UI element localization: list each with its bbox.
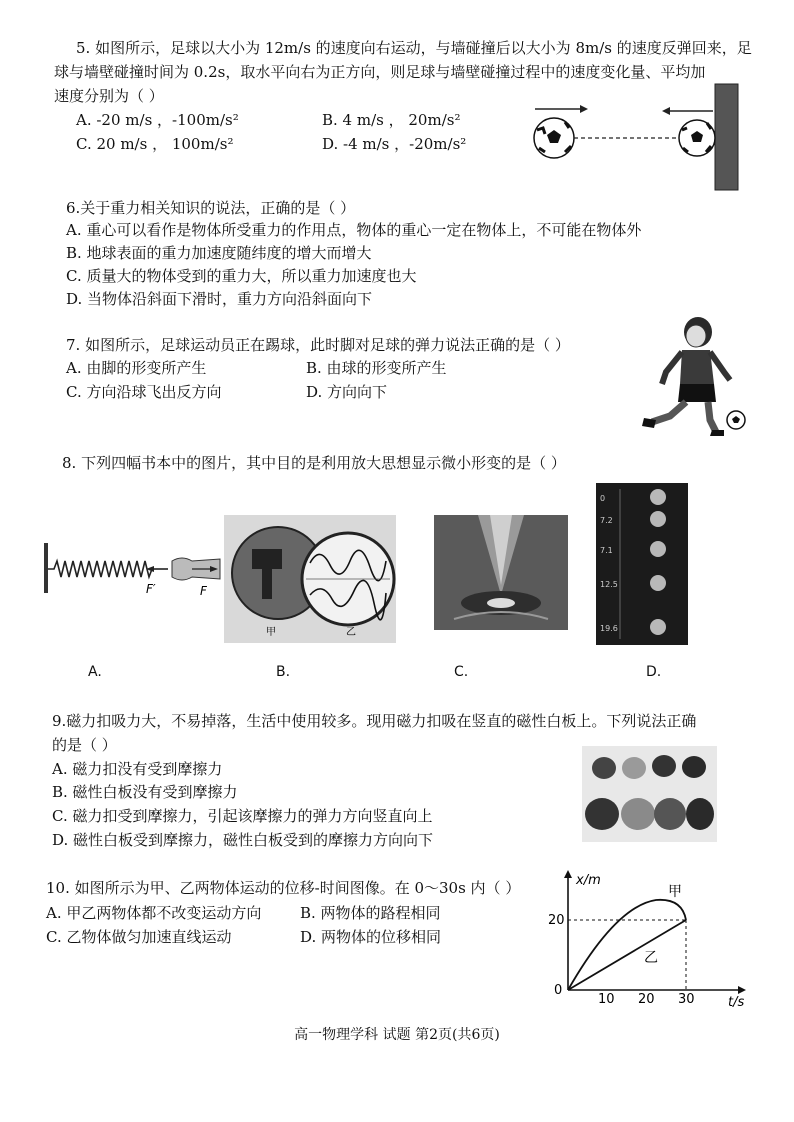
q10-option-a: A. 甲乙两物体都不改变运动方向 <box>46 904 262 922</box>
soccer-ball-left <box>534 118 574 158</box>
force-label-f-prime: F′ <box>146 582 156 596</box>
y-tick-20: 20 <box>548 913 565 928</box>
q8-caption-c: C. <box>454 664 469 680</box>
q7-option-d: D. 方向向下 <box>306 383 388 401</box>
q10-stem: 10. 如图所示为甲、乙两物体运动的位移-时间图像。在 0～30s 内（ ） <box>46 879 521 897</box>
q8-caption-b: B. <box>276 664 291 680</box>
q7-stem: 7. 如图所示，足球运动员正在踢球，此时脚对足球的弹力说法正确的是（ ） <box>66 336 570 354</box>
strobe-ball <box>650 619 666 635</box>
q8-caption-d: D. <box>646 664 662 680</box>
curve-jia <box>568 900 686 990</box>
wall <box>715 84 738 190</box>
strobe-ball <box>650 575 666 591</box>
q10-option-b: B. 两物体的路程相同 <box>300 904 441 922</box>
q5-figure-ball-wall <box>525 82 750 194</box>
strobe-tick-4: 19.6 <box>600 624 618 633</box>
strobe-ball <box>650 489 666 505</box>
q6-option-b: B. 地球表面的重力加速度随纬度的增大而增大 <box>66 244 372 262</box>
q7-figure-soccer-player <box>630 310 755 440</box>
q5-option-c: C. 20 m/s ， 100m/s² <box>76 135 234 153</box>
q9-option-a: A. 磁力扣没有受到摩擦力 <box>52 760 223 778</box>
strobe-tick-2: 7.1 <box>600 546 613 555</box>
origin-label: 0 <box>554 983 563 998</box>
x-tick-20: 20 <box>638 992 655 1007</box>
q10-option-d: D. 两物体的位移相同 <box>300 928 442 946</box>
label-jia: 甲 <box>668 884 682 900</box>
q6-option-d: D. 当物体沿斜面下滑时，重力方向沿斜面向下 <box>66 290 373 308</box>
x-tick-10: 10 <box>598 992 615 1007</box>
strobe-tick-3: 12.5 <box>600 580 618 589</box>
x-tick-30: 30 <box>678 992 695 1007</box>
q5-stem-line3: 速度分别为（ ） <box>54 87 164 105</box>
q5-stem-line2: 球与墙壁碰撞时间为 0.2s，取水平向右为正方向，则足球与墙壁碰撞过程中的速度变化量、平均加 <box>54 63 706 81</box>
x-axis-label: t/s <box>728 995 745 1008</box>
label-yi: 乙 <box>346 627 356 638</box>
strobe-tick-1: 7.2 <box>600 516 613 525</box>
q7-option-b: B. 由球的形变所产生 <box>306 359 447 377</box>
q9-option-d: D. 磁性白板受到摩擦力，磁性白板受到的摩擦力方向向下 <box>52 831 434 849</box>
strobe-tick-0: 0 <box>600 494 606 503</box>
q9-figure-magnets <box>582 746 717 842</box>
q10-option-c: C. 乙物体做匀加速直线运动 <box>46 928 232 946</box>
q5-option-b: B. 4 m/s ， 20m/s² <box>322 111 461 129</box>
q8-figure-d-strobe <box>596 483 688 645</box>
q9-stem-line1: 9.磁力扣吸力大，不易掉落，生活中使用较多。现用磁力扣吸在竖直的磁性白板上。下列说法正确 <box>52 712 697 730</box>
q5-option-d: D. -4 m/s ，-20m/s² <box>322 135 467 153</box>
q8-caption-a: A. <box>88 664 102 680</box>
y-axis-label: x/m <box>576 873 601 888</box>
strobe-ball <box>650 511 666 527</box>
q7-option-c: C. 方向沿球飞出反方向 <box>66 383 222 401</box>
page-footer: 高一物理学科 试题 第2页(共6页) <box>294 1027 500 1043</box>
q6-stem: 6.关于重力相关知识的说法，正确的是（ ） <box>66 199 356 217</box>
label-jia: 甲 <box>266 627 276 638</box>
line-yi <box>568 920 686 990</box>
q7-option-a: A. 由脚的形变所产生 <box>66 359 207 377</box>
soccer-ball-small <box>727 411 745 429</box>
q8-figure-c-photoelastic <box>434 515 568 630</box>
q9-stem-line2: 的是（ ） <box>52 736 117 754</box>
q5-option-a: A. -20 m/s ，-100m/s² <box>76 111 239 129</box>
soccer-player-illustration <box>642 317 730 436</box>
q6-option-a: A. 重心可以看作是物体所受重力的作用点，物体的重心一定在物体上，不可能在物体外 <box>66 221 642 239</box>
q9-option-b: B. 磁性白板没有受到摩擦力 <box>52 783 238 801</box>
q9-option-c: C. 磁力扣受到摩擦力，引起该摩擦力的弹力方向竖直向上 <box>52 807 433 825</box>
q10-figure-xt-graph <box>546 866 756 1008</box>
q6-option-c: C. 质量大的物体受到的重力大，所以重力加速度也大 <box>66 267 417 285</box>
q8-figure-a-spring <box>42 535 222 605</box>
label-yi: 乙 <box>644 950 658 966</box>
q8-figure-b-magnifier <box>224 515 396 643</box>
q5-stem-line1: 5. 如图所示，足球以大小为 12m/s 的速度向右运动，与墙碰撞后以大小为 8m/s 的速度反弹回来，足 <box>76 39 752 57</box>
force-label-f: F <box>200 584 207 598</box>
strobe-ball <box>650 541 666 557</box>
soccer-ball-right <box>679 120 715 156</box>
q8-stem: 8. 下列四幅书本中的图片，其中目的是利用放大思想显示微小形变的是（ ） <box>62 454 566 472</box>
